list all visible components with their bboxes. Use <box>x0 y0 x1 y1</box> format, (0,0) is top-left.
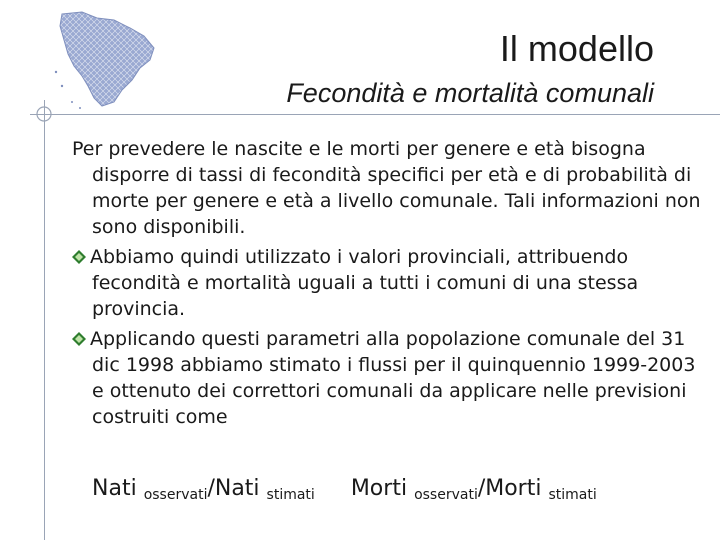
bullet-1-text: Abbiamo quindi utilizzato i valori provinciali, attribuendo fecondità e mortalità uguali a tutti i comuni di una stessa provincia. <box>90 246 639 320</box>
formula-osservati-morti: osservati <box>414 487 478 503</box>
bullet-item-1 <box>72 244 712 322</box>
crosshair-ring-icon <box>34 104 54 124</box>
formula-stimati-nati: stimati <box>266 487 315 503</box>
formula-line <box>92 476 597 503</box>
formula-stimati-morti: stimati <box>548 487 597 503</box>
formula-nati: Nati <box>92 476 137 501</box>
page-title: Il modello <box>499 28 654 69</box>
formula-slash-morti: /Morti <box>477 476 542 501</box>
slide-body <box>72 136 712 434</box>
vertical-rule <box>44 100 45 540</box>
tuscany-map-icon <box>52 10 162 110</box>
formula-slash-nati: /Nati <box>207 476 260 501</box>
page-subtitle: Fecondità e mortalità comunali <box>286 78 654 108</box>
horizontal-rule <box>30 114 720 115</box>
bullet-item-2 <box>72 326 712 430</box>
diamond-bullet-icon <box>72 332 86 346</box>
formula-osservati-nati: osservati <box>143 487 208 503</box>
bullet-2-text: Applicando questi parametri alla popolazione comunale del 31 dic 1998 abbiamo stimato i flussi per il quinquennio 1999-2003 e ottenuto dei correttori comunali da applicare nelle previsioni costruiti come <box>90 328 696 428</box>
formula-morti: Morti <box>350 476 408 501</box>
diamond-bullet-icon <box>72 250 86 264</box>
intro-paragraph: Per prevedere le nascite e le morti per genere e età bisogna disporre di tassi di fecondità specifici per età e di probabilità di morte per genere e età a livello comunale. Tali informazioni non sono disponibili. <box>72 138 701 238</box>
